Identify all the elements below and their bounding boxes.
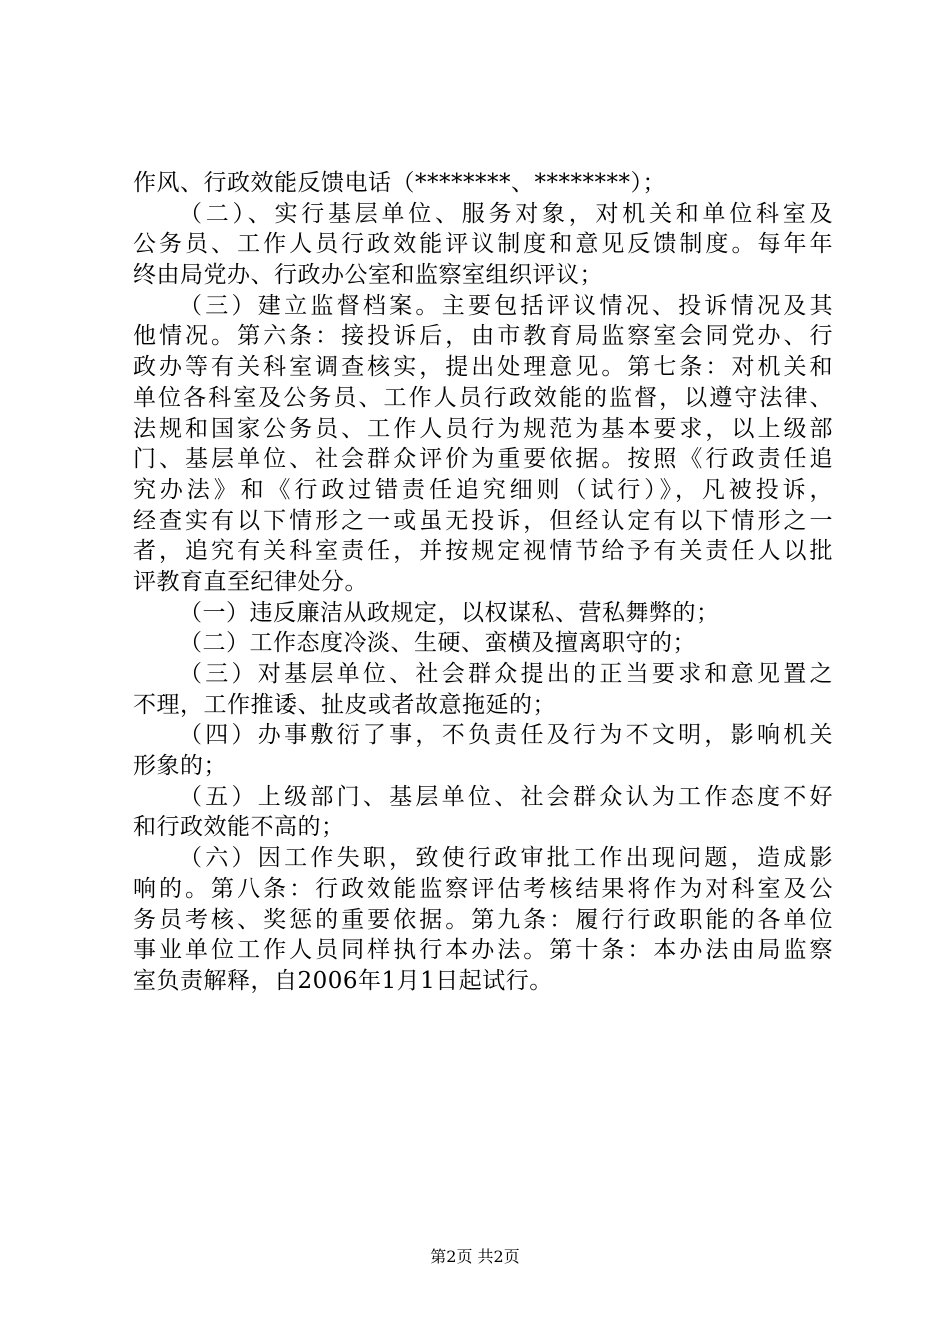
text-line-17: （三）对基层单位、社会群众提出的正当要求和意见置之 (179, 661, 833, 687)
text-line-10: 门、基层单位、社会群众评价为重要依据。按照《行政责任追 (133, 446, 833, 473)
text-line-2: （二）、实行基层单位、服务对象，对机关和单位科室及 (179, 200, 833, 227)
text-line-15: （一）违反廉洁从政规定，以权谋私、营私舞弊的； (179, 599, 720, 626)
text-line-19: （四）办事敷衍了事，不负责任及行为不文明，影响机关 (179, 722, 833, 749)
text-line-26: 事业单位工作人员同样执行本办法。第十条：本办法由局监察 (133, 937, 833, 964)
text-line-5: （三）建立监督档案。主要包括评议情况、投诉情况及其 (179, 292, 833, 319)
text-line-25: 务员考核、奖惩的重要依据。第九条：履行行政职能的各单位 (133, 906, 833, 933)
text-line-6: 他情况。第六条：接投诉后，由市教育局监察室会同党办、行 (133, 323, 833, 350)
text-line-9: 法规和国家公务员、工作人员行为规范为基本要求，以上级部 (133, 415, 833, 442)
text-line-23: （六）因工作失职，致使行政审批工作出现问题，造成影 (179, 845, 833, 872)
text-line-3: 公务员、工作人员行政效能评议制度和意见反馈制度。每年年 (133, 231, 833, 258)
text-line-22: 和行政效能不高的； (133, 814, 345, 841)
text-line-24: 响的。第八条：行政效能监察评估考核结果将作为对科室及公 (133, 875, 833, 902)
text-line-21: （五）上级部门、基层单位、社会群众认为工作态度不好 (179, 783, 833, 810)
page-number-footer: 第2页 共2页 (430, 1247, 520, 1266)
text-line-18: 不理，工作推诿、扯皮或者故意拖延的； (133, 691, 556, 718)
text-line-27: 室负责解释，自2006年1月1日起试行。 (133, 967, 553, 994)
document-body (133, 168, 833, 997)
text-line-11: 究办法》和《行政过错责任追究细则（试行）》，凡被投诉， (133, 476, 833, 503)
text-line-1: 作风、行政效能反馈电话（********、********）； (133, 170, 666, 196)
text-line-4: 终由局党办、行政办公室和监察室组织评议； (133, 262, 603, 289)
text-line-7: 政办等有关科室调查核实，提出处理意见。第七条：对机关和 (133, 354, 833, 381)
text-line-20: 形象的； (133, 753, 227, 780)
text-line-12: 经查实有以下情形之一或虽无投诉，但经认定有以下情形之一 (133, 507, 833, 534)
text-line-14: 评教育直至纪律处分。 (133, 568, 368, 595)
text-line-8: 单位各科室及公务员、工作人员行政效能的监督，以遵守法律、 (133, 384, 833, 411)
text-line-13: 者，追究有关科室责任，并按规定视情节给予有关责任人以批 (133, 538, 833, 565)
text-line-16: （二）工作态度冷淡、生硬、蛮横及擅离职守的； (179, 630, 696, 657)
